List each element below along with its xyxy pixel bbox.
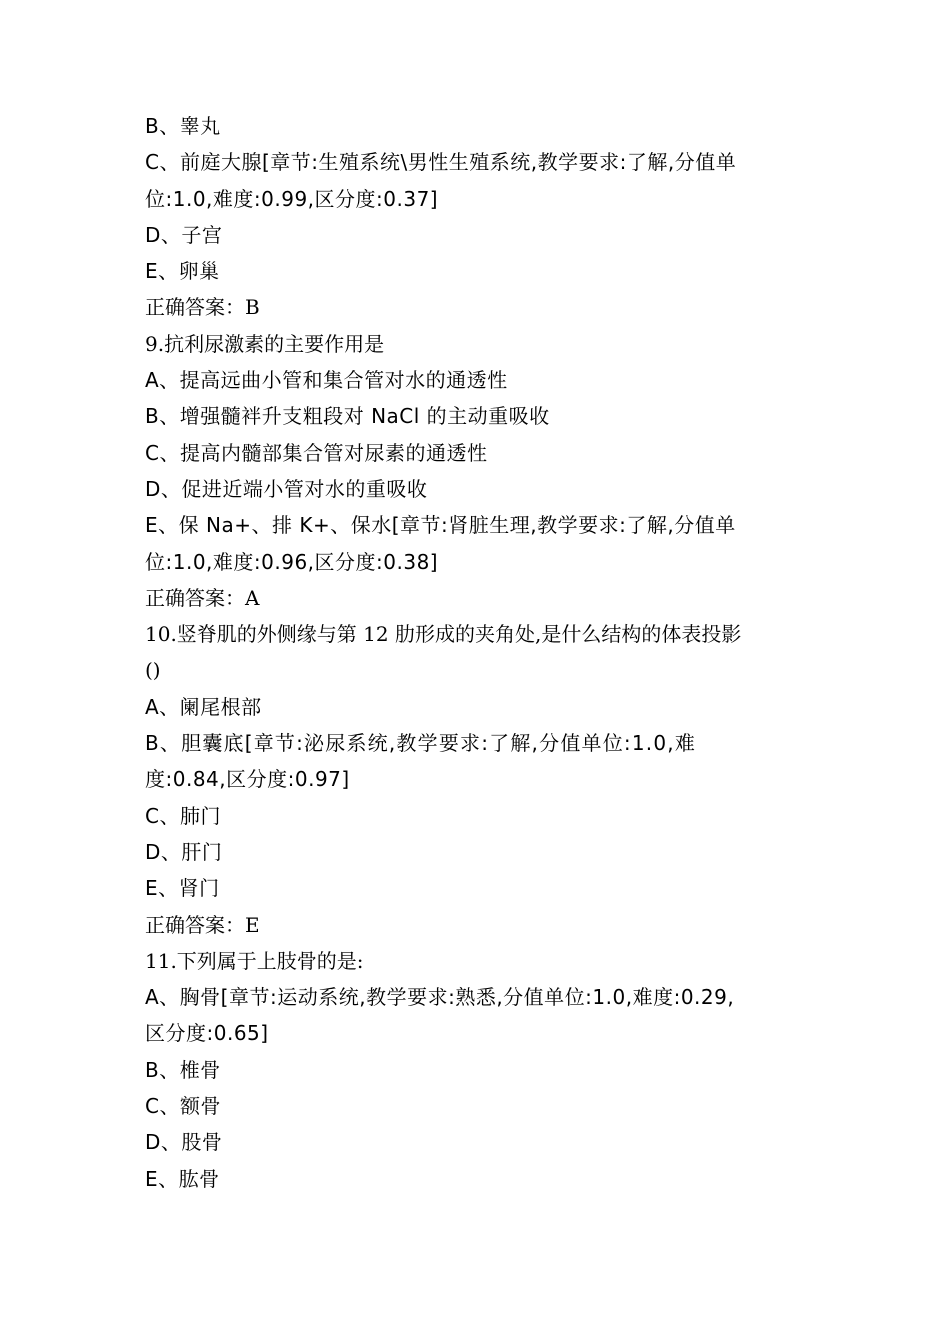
option-line: 位:1.0,难度:0.96,区分度:0.38] [145, 549, 439, 574]
option-line: D、促进近端小管对水的重吸收 [145, 476, 428, 501]
option-line: B、增强髓袢升支粗段对 NaCl 的主动重吸收 [145, 404, 550, 429]
option-line: E、肱骨 [145, 1166, 220, 1191]
option-line: B、胆囊底[章节:泌尿系统,教学要求:了解,分值单位:1.0,难 [145, 731, 697, 756]
question-line: 9.抗利尿激素的主要作用是 [145, 331, 385, 356]
option-line: C、前庭大腺[章节:生殖系统\男性生殖系统,教学要求:了解,分值单 [145, 150, 737, 175]
question-line: () [145, 658, 161, 683]
option-line: C、提高内髓部集合管对尿素的通透性 [145, 440, 488, 465]
option-line: D、肝门 [145, 839, 223, 864]
option-line: E、肾门 [145, 876, 220, 901]
option-line: 度:0.84,区分度:0.97] [145, 767, 350, 792]
option-line: A、胸骨[章节:运动系统,教学要求:熟悉,分值单位:1.0,难度:0.29, [145, 985, 735, 1010]
option-line: 区分度:0.65] [145, 1021, 269, 1046]
question-line: 11.下列属于上肢骨的是: [145, 948, 364, 973]
answer-line: 正确答案：E [145, 912, 260, 937]
option-line: C、肺门 [145, 803, 221, 828]
option-line: B、睾丸 [145, 114, 221, 138]
option-line: C、额骨 [145, 1094, 221, 1119]
option-line: E、卵巢 [145, 259, 220, 284]
option-line: D、子宫 [145, 222, 223, 247]
option-line: A、阑尾根部 [145, 694, 262, 719]
exam-text [145, 108, 810, 1197]
option-line: 位:1.0,难度:0.99,区分度:0.37] [145, 186, 439, 211]
option-line: A、提高远曲小管和集合管对水的通透性 [145, 368, 508, 393]
option-line: B、椎骨 [145, 1057, 221, 1082]
option-line: D、股骨 [145, 1130, 223, 1155]
option-line: E、保 Na+、排 K+、保水[章节:肾脏生理,教学要求:了解,分值单 [145, 513, 736, 538]
answer-line: 正确答案：B [145, 295, 260, 320]
answer-line: 正确答案：A [145, 585, 260, 610]
question-line: 10.竖脊肌的外侧缘与第 12 肋形成的夹角处,是什么结构的体表投影 [145, 622, 742, 647]
